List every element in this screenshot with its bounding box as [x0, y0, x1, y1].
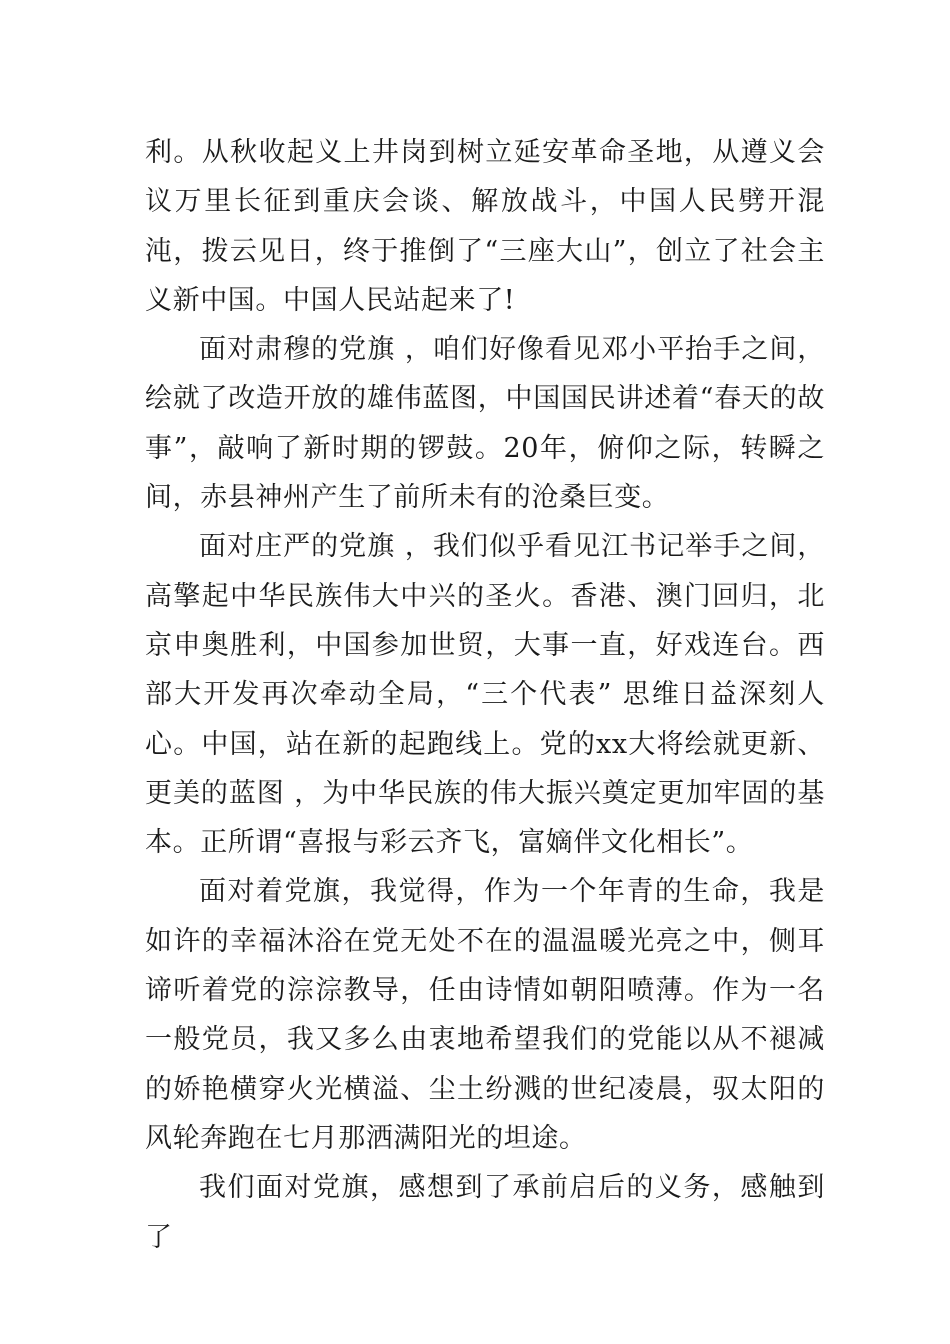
paragraph-4: 面对着党旗，我觉得，作为一个年青的生命，我是如许的幸福沐浴在党无处不在的温温暖光亮之中，侧耳谛听着党的淙淙教导，任由诗情如朝阳喷薄。作为一名一般党员，我又多么由衷地希望我们的党能以从不褪减的娇艳横穿火光横溢、尘土纷溅的世纪凌晨，驭太阳的风轮奔跑在七月那洒满阳光的坦途。	[145, 876, 825, 1154]
document-body	[145, 128, 825, 1262]
paragraph-3: 面对庄严的党旗 ，我们似乎看见江书记举手之间，高擎起中华民族伟大中兴的圣火。香港、澳门回归，北京申奥胜利，中国参加世贸，大事一直，好戏连台。西部大开发再次牵动全局，“三个代表” 思维日益深刻人心。中国，站在新的起跑线上。党的xx大将绘就更新、更美的蓝图 ，为中华民族的伟大振兴奠定更加牢固的基本。正所谓“喜报与彩云齐飞，富嫡伴文化相长”。	[145, 531, 825, 859]
paragraph-5: 我们面对党旗，感想到了承前启后的义务，感触到了	[145, 1172, 825, 1253]
paragraph-1: 利。从秋收起义上井岗到树立延安革命圣地，从遵义会议万里长征到重庆会谈、解放战斗，中国人民劈开混沌，拨云见日，终于推倒了“三座大山”，创立了社会主义新中国。中国人民站起来了!	[145, 137, 825, 316]
paragraph-2: 面对肃穆的党旗 ，咱们好像看见邓小平抬手之间，绘就了改造开放的雄伟蓝图，中国国民讲述着“春天的故事”，敲响了新时期的锣鼓。20年，俯仰之际，转瞬之间，赤县神州产生了前所未有的沧桑巨变。	[145, 334, 825, 514]
